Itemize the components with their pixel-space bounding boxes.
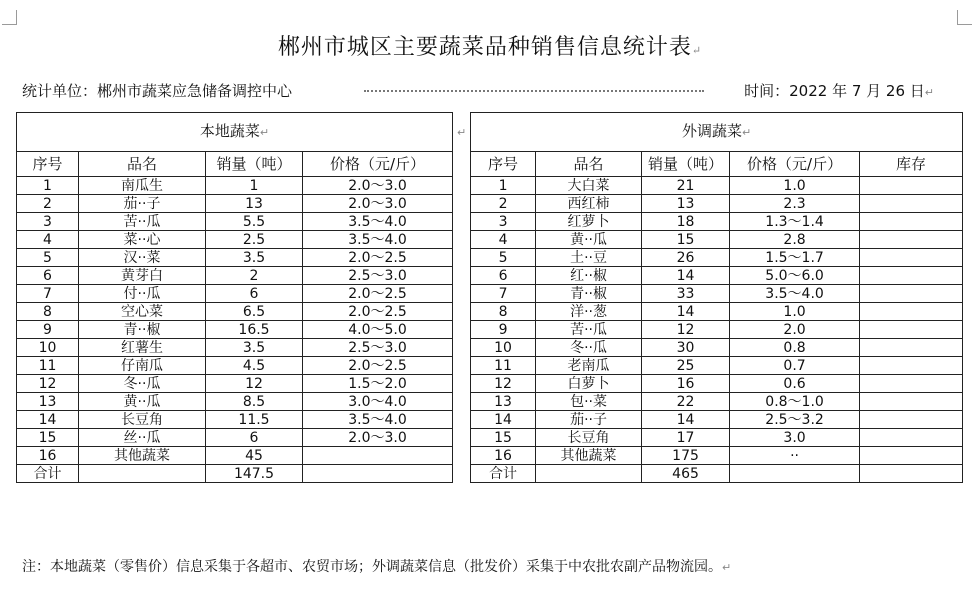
external-qty-cell: 17 [642,429,730,447]
header-local-no: 序号 [17,152,79,177]
local-price-cell: 3.5～4.0 [303,213,453,231]
external-name-cell: 茄··子 [536,411,642,429]
local-name-cell: 仔南瓜 [79,357,206,375]
table-row [17,339,963,357]
table-row [17,267,963,285]
local-no-cell: 15 [17,429,79,447]
local-name-cell: 空心菜 [79,303,206,321]
table-row [17,393,963,411]
external-qty-cell: 14 [642,411,730,429]
column-separator [453,357,471,375]
local-name-cell: 南瓜生 [79,177,206,195]
statistics-unit: 统计单位：郴州市蔬菜应急储备调控中心 [22,82,293,100]
column-separator [453,339,471,357]
column-separator [453,465,471,483]
local-price-cell: 1.5～2.0 [303,375,453,393]
external-no-cell: 12 [471,375,536,393]
local-name-cell: 长豆角 [79,411,206,429]
local-qty-cell: 12 [206,375,303,393]
local-price-cell: 3.5～4.0 [303,231,453,249]
total-external-name [536,465,642,483]
external-stock-cell [860,177,963,195]
local-price-cell: 3.0～4.0 [303,393,453,411]
table-row [17,195,963,213]
external-name-cell: 包··菜 [536,393,642,411]
local-no-cell: 3 [17,213,79,231]
external-stock-cell [860,357,963,375]
external-name-cell: 红萝卜 [536,213,642,231]
external-qty-cell: 13 [642,195,730,213]
external-name-cell: 黄··瓜 [536,231,642,249]
external-no-cell: 2 [471,195,536,213]
table-row [17,249,963,267]
header-external-qty: 销量（吨） [642,152,730,177]
local-no-cell: 16 [17,447,79,465]
local-name-cell: 红薯生 [79,339,206,357]
external-name-cell: 土··豆 [536,249,642,267]
external-name-cell: 冬··瓜 [536,339,642,357]
local-price-cell: 2.5～3.0 [303,267,453,285]
local-price-cell: 2.5～3.0 [303,339,453,357]
local-qty-cell: 3.5 [206,339,303,357]
external-qty-cell: 25 [642,357,730,375]
local-price-cell: 2.0～3.0 [303,429,453,447]
header-local-name: 品名 [79,152,206,177]
external-no-cell: 7 [471,285,536,303]
header-external-name: 品名 [536,152,642,177]
column-separator [453,375,471,393]
total-local-price [303,465,453,483]
local-no-cell: 11 [17,357,79,375]
page-corner-mark-right [957,10,972,25]
local-no-cell: 8 [17,303,79,321]
header-external-price: 价格（元/斤） [730,152,860,177]
local-qty-cell: 11.5 [206,411,303,429]
table-row [17,213,963,231]
table-row [17,375,963,393]
external-price-cell: ·· [730,447,860,465]
local-qty-cell: 2.5 [206,231,303,249]
external-qty-cell: 15 [642,231,730,249]
external-name-cell: 苦··瓜 [536,321,642,339]
external-qty-cell: 33 [642,285,730,303]
external-stock-cell [860,339,963,357]
local-name-cell: 其他蔬菜 [79,447,206,465]
column-separator [453,195,471,213]
external-qty-cell: 14 [642,267,730,285]
local-qty-cell: 5.5 [206,213,303,231]
local-price-cell: 4.0～5.0 [303,321,453,339]
column-separator [453,152,471,177]
external-name-cell: 西红柿 [536,195,642,213]
column-separator [453,285,471,303]
column-separator [453,213,471,231]
external-qty-cell: 12 [642,321,730,339]
external-name-cell: 大白菜 [536,177,642,195]
external-no-cell: 5 [471,249,536,267]
external-price-cell: 3.5～4.0 [730,285,860,303]
external-stock-cell [860,375,963,393]
external-price-cell: 2.5～3.2 [730,411,860,429]
external-stock-cell [860,267,963,285]
column-separator [453,393,471,411]
external-stock-cell [860,303,963,321]
local-price-cell: 2.0～2.5 [303,303,453,321]
total-external-stock [860,465,963,483]
local-no-cell: 4 [17,231,79,249]
external-price-cell: 1.5～1.7 [730,249,860,267]
total-external-qty: 465 [642,465,730,483]
column-separator [453,177,471,195]
external-no-cell: 14 [471,411,536,429]
external-no-cell: 1 [471,177,536,195]
column-separator [453,411,471,429]
vegetable-sales-table [16,112,963,483]
column-separator: ↵ [453,113,471,152]
external-price-cell: 2.8 [730,231,860,249]
external-stock-cell [860,411,963,429]
external-no-cell: 11 [471,357,536,375]
external-qty-cell: 18 [642,213,730,231]
table-row [17,447,963,465]
column-header-row [17,152,963,177]
page-corner-mark-left [2,10,17,25]
table-row [17,321,963,339]
meta-line [22,80,934,102]
external-name-cell: 老南瓜 [536,357,642,375]
external-price-cell: 1.0 [730,177,860,195]
column-separator [453,231,471,249]
external-stock-cell [860,429,963,447]
local-no-cell: 9 [17,321,79,339]
external-price-cell: 1.0 [730,303,860,321]
external-no-cell: 6 [471,267,536,285]
local-no-cell: 13 [17,393,79,411]
table-row [17,231,963,249]
local-no-cell: 10 [17,339,79,357]
local-name-cell: 黄芽白 [79,267,206,285]
external-no-cell: 4 [471,231,536,249]
header-external-no: 序号 [471,152,536,177]
local-qty-cell: 45 [206,447,303,465]
local-price-cell: 2.0～2.5 [303,357,453,375]
external-stock-cell [860,195,963,213]
local-qty-cell: 1 [206,177,303,195]
external-stock-cell [860,393,963,411]
group-header-row [17,113,963,152]
local-qty-cell: 13 [206,195,303,213]
external-qty-cell: 16 [642,375,730,393]
local-name-cell: 黄··瓜 [79,393,206,411]
local-no-cell: 14 [17,411,79,429]
external-no-cell: 8 [471,303,536,321]
local-price-cell [303,447,453,465]
external-name-cell: 其他蔬菜 [536,447,642,465]
local-no-cell: 7 [17,285,79,303]
local-no-cell: 1 [17,177,79,195]
local-price-cell: 2.0～3.0 [303,177,453,195]
column-separator [453,429,471,447]
external-price-cell: 0.8 [730,339,860,357]
external-price-cell: 3.0 [730,429,860,447]
external-name-cell: 红··椒 [536,267,642,285]
external-price-cell: 2.3 [730,195,860,213]
local-name-cell: 青··椒 [79,321,206,339]
external-qty-cell: 14 [642,303,730,321]
local-qty-cell: 3.5 [206,249,303,267]
external-stock-cell [860,447,963,465]
document-title: 郴州市城区主要蔬菜品种销售信息统计表↵ [277,35,703,60]
external-name-cell: 洋··葱 [536,303,642,321]
local-name-cell: 丝··瓜 [79,429,206,447]
external-name-cell: 白萝卜 [536,375,642,393]
local-name-cell: 汉··菜 [79,249,206,267]
local-qty-cell: 2 [206,267,303,285]
external-qty-cell: 30 [642,339,730,357]
footnote: 注：本地蔬菜（零售价）信息采集于各超市、农贸市场；外调蔬菜信息（批发价）采集于中农批农副产品物流园。↵ [22,559,732,575]
external-price-cell: 2.0 [730,321,860,339]
local-group-header: 本地蔬菜↵ [17,113,453,152]
column-separator [453,321,471,339]
local-qty-cell: 8.5 [206,393,303,411]
table-row [17,357,963,375]
external-stock-cell [860,249,963,267]
external-no-cell: 13 [471,393,536,411]
dotted-leader [364,90,704,92]
external-no-cell: 16 [471,447,536,465]
external-price-cell: 0.6 [730,375,860,393]
external-no-cell: 9 [471,321,536,339]
local-no-cell: 5 [17,249,79,267]
external-stock-cell [860,285,963,303]
total-local-name [79,465,206,483]
local-name-cell: 苦··瓜 [79,213,206,231]
external-no-cell: 10 [471,339,536,357]
external-name-cell: 青··椒 [536,285,642,303]
local-price-cell: 2.0～3.0 [303,195,453,213]
external-price-cell: 5.0～6.0 [730,267,860,285]
external-stock-cell [860,321,963,339]
external-price-cell: 0.8～1.0 [730,393,860,411]
column-separator [453,447,471,465]
local-price-cell: 2.0～2.5 [303,285,453,303]
external-price-cell: 0.7 [730,357,860,375]
local-qty-cell: 16.5 [206,321,303,339]
external-price-cell: 1.3～1.4 [730,213,860,231]
local-name-cell: 菜··心 [79,231,206,249]
external-no-cell: 3 [471,213,536,231]
header-external-stock: 库存 [860,152,963,177]
local-no-cell: 2 [17,195,79,213]
table-row [17,177,963,195]
local-name-cell: 冬··瓜 [79,375,206,393]
external-qty-cell: 175 [642,447,730,465]
local-name-cell: 付··瓜 [79,285,206,303]
local-price-cell: 3.5～4.0 [303,411,453,429]
header-local-price: 价格（元/斤） [303,152,453,177]
external-qty-cell: 22 [642,393,730,411]
table-row [17,411,963,429]
local-price-cell: 2.0～2.5 [303,249,453,267]
total-row [17,465,963,483]
external-stock-cell [860,213,963,231]
table-row [17,429,963,447]
external-qty-cell: 21 [642,177,730,195]
external-no-cell: 15 [471,429,536,447]
local-name-cell: 茄··子 [79,195,206,213]
column-separator [453,303,471,321]
external-group-header: 外调蔬菜↵ [471,113,963,152]
external-stock-cell [860,231,963,249]
local-qty-cell: 6 [206,429,303,447]
total-external-price [730,465,860,483]
local-no-cell: 12 [17,375,79,393]
local-qty-cell: 4.5 [206,357,303,375]
table-row [17,303,963,321]
total-external-label: 合计 [471,465,536,483]
column-separator [453,267,471,285]
external-qty-cell: 26 [642,249,730,267]
header-local-qty: 销量（吨） [206,152,303,177]
column-separator [453,249,471,267]
report-date: 时间：2022 年 7 月 26 日↵ [744,82,934,100]
total-local-qty: 147.5 [206,465,303,483]
total-label: 合计 [17,465,79,483]
local-qty-cell: 6.5 [206,303,303,321]
local-no-cell: 6 [17,267,79,285]
table-row [17,285,963,303]
external-name-cell: 长豆角 [536,429,642,447]
local-qty-cell: 6 [206,285,303,303]
